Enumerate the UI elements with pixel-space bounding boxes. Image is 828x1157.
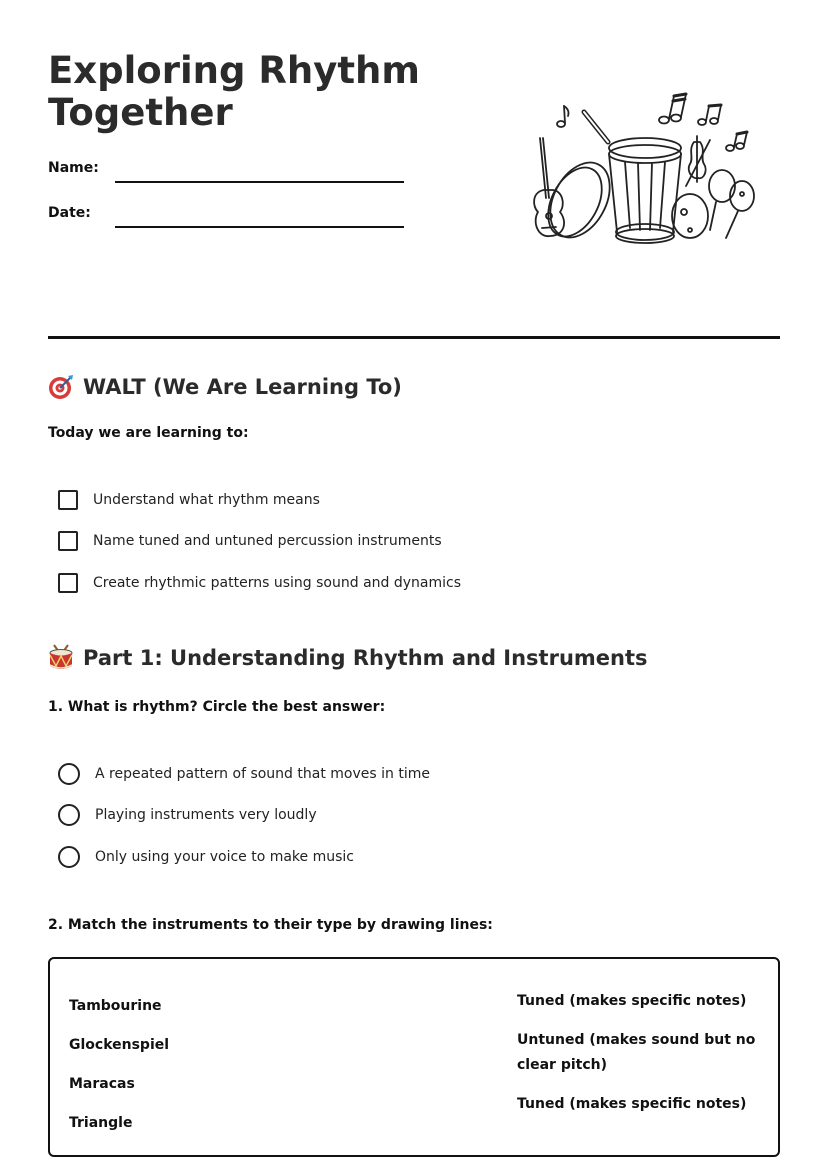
name-label: Name: (48, 160, 99, 176)
radio-circle[interactable] (58, 763, 80, 785)
drum-icon (609, 138, 681, 243)
page-title: Exploring Rhythm Together (48, 49, 420, 134)
type-item[interactable]: Untuned (makes sound but no clear pitch) (517, 1032, 756, 1073)
checkbox-label: Understand what rhythm means (93, 492, 320, 508)
radio-circle[interactable] (58, 804, 80, 826)
option-label: A repeated pattern of sound that moves in time (95, 766, 430, 782)
checkbox-label: Name tuned and untuned percussion instruments (93, 533, 442, 549)
type-item[interactable]: Tuned (makes specific notes) (517, 993, 747, 1009)
walt-heading-text: WALT (We Are Learning To) (83, 375, 402, 399)
matching-box (48, 957, 780, 1157)
beamed-notes-icon (659, 94, 747, 151)
date-write-line[interactable] (115, 226, 404, 228)
part1-heading-text: Part 1: Understanding Rhythm and Instruments (83, 646, 648, 670)
option-label: Only using your voice to make music (95, 849, 354, 865)
checkbox-label: Create rhythmic patterns using sound and dynamics (93, 575, 461, 591)
walt-intro: Today we are learning to: (48, 425, 249, 441)
section-divider (48, 336, 780, 339)
question-2-prompt: 2. Match the instruments to their type by drawing lines: (48, 917, 493, 933)
checkbox[interactable] (58, 531, 78, 551)
date-label: Date: (48, 205, 91, 221)
walt-checkbox-item[interactable] (58, 529, 442, 553)
checkbox[interactable] (58, 490, 78, 510)
part1-heading (48, 644, 788, 672)
name-write-line[interactable] (115, 181, 404, 183)
walt-checkbox-item[interactable] (58, 488, 320, 512)
instrument-item[interactable]: Tambourine (69, 998, 162, 1014)
walt-checkbox-item[interactable] (58, 571, 461, 595)
walt-heading (48, 374, 788, 400)
option-label: Playing instruments very loudly (95, 807, 317, 823)
frame-drum-icon (537, 152, 621, 247)
q1-option[interactable] (58, 762, 430, 786)
maracas-icon (709, 170, 754, 238)
question-1-prompt: 1. What is rhythm? Circle the best answer: (48, 699, 386, 715)
checkbox[interactable] (58, 573, 78, 593)
target-icon (48, 374, 74, 400)
shaker-icon (672, 194, 708, 238)
q1-option[interactable] (58, 803, 317, 827)
instrument-list (69, 989, 269, 1145)
radio-circle[interactable] (58, 846, 80, 868)
type-item[interactable]: Tuned (makes specific notes) (517, 1096, 747, 1112)
name-field (48, 160, 408, 190)
instrument-item[interactable]: Glockenspiel (69, 1037, 170, 1053)
date-field (48, 205, 408, 235)
q1-option[interactable] (58, 845, 354, 869)
violin-icon (686, 136, 710, 186)
instrument-item[interactable]: Maracas (69, 1076, 135, 1092)
eighth-note-icon (557, 106, 569, 127)
music-instruments-illustration (528, 90, 760, 250)
type-list (517, 989, 762, 1131)
instrument-item[interactable]: Triangle (69, 1115, 133, 1131)
drum-icon (48, 644, 74, 672)
